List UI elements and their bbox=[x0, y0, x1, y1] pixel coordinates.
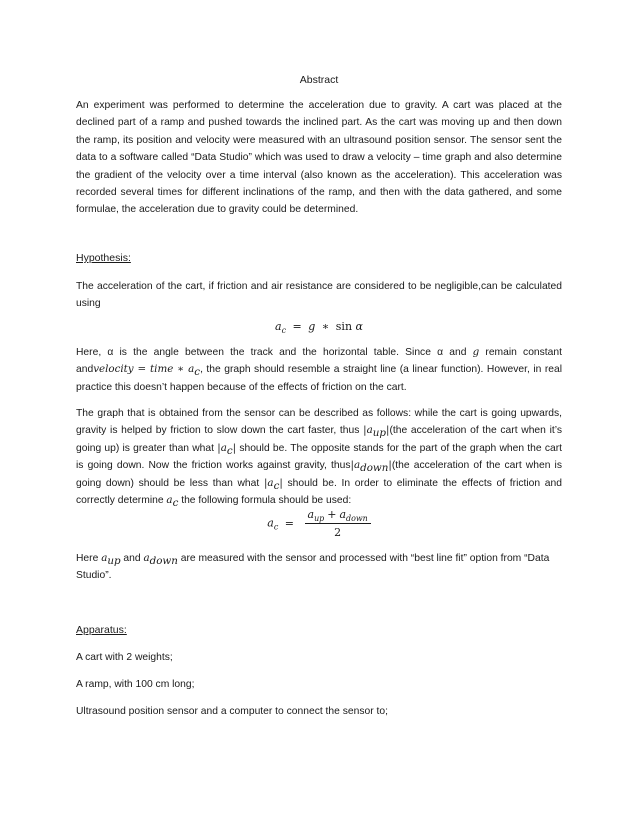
p3-a-c-1-sub: c bbox=[226, 444, 233, 457]
eq2-numerator bbox=[305, 508, 371, 524]
p3-a-c-3: a bbox=[166, 494, 173, 507]
p3-abs-open-2: | bbox=[217, 441, 221, 454]
eq2-a-down-sub: down bbox=[346, 514, 368, 524]
p2-velocity: velocity bbox=[93, 363, 134, 376]
hypothesis-paragraph-3 bbox=[76, 405, 562, 509]
hypothesis-intro-text: The acceleration of the cart, if friction and air resistance are considered to be negligible,can be calculated using bbox=[76, 281, 562, 310]
eq2-denominator: 2 bbox=[334, 526, 342, 539]
apparatus-heading: Apparatus: bbox=[76, 624, 127, 636]
abstract-title: Abstract bbox=[299, 74, 339, 86]
hypothesis-paragraph-2 bbox=[76, 344, 562, 396]
p2-text-1: Here, α is the angle between the track and the horizontal table. Since α and bbox=[76, 347, 473, 358]
hypothesis-section bbox=[76, 252, 562, 264]
p3-text-4: (the acceleration of the cart when is going down) should be less than what bbox=[76, 460, 562, 489]
equation-ac-g-sin bbox=[76, 320, 562, 336]
eq2-fraction bbox=[305, 508, 371, 539]
p4-a-down: a bbox=[143, 552, 150, 564]
p4-a-up: a bbox=[101, 552, 108, 564]
eq2-a-down: a bbox=[339, 508, 347, 521]
p2-g: g bbox=[472, 346, 480, 358]
apparatus-item-sensor: Ultrasound position sensor and a computer to connect the sensor to; bbox=[76, 706, 388, 717]
eq1-times: ∗ bbox=[321, 320, 330, 333]
p3-a-down: a bbox=[353, 459, 361, 472]
apparatus-item-ramp: A ramp, with 100 cm long; bbox=[76, 679, 195, 690]
p3-abs-close-2: | bbox=[232, 441, 237, 454]
p3-a-c-3-sub: c bbox=[172, 497, 179, 510]
eq1-a: a bbox=[275, 320, 282, 333]
p4-a-up-sub: up bbox=[107, 555, 121, 568]
apparatus-item-cart: A cart with 2 weights; bbox=[76, 652, 173, 663]
p3-abs-close-1: | bbox=[385, 424, 390, 437]
p4-text-1: Here bbox=[76, 553, 102, 564]
p3-a-down-sub: down bbox=[360, 462, 389, 475]
p4-text-3: are measured with the sensor and processed with “best line fit” option from “Data Studio”. bbox=[76, 553, 550, 582]
eq1-sin: sin bbox=[335, 320, 353, 333]
p2-a: a bbox=[188, 363, 195, 376]
p4-a-down-sub: down bbox=[149, 555, 178, 568]
p3-a-c-2-sub: c bbox=[273, 479, 280, 492]
p3-text-3: should be. The opposite stands for the part of the graph when the cart is going down. Now the friction works against gravity, thus bbox=[76, 442, 562, 472]
apparatus-section bbox=[76, 624, 562, 636]
hypothesis-paragraph-1 bbox=[76, 278, 562, 313]
hypothesis-paragraph-4-text bbox=[76, 550, 562, 585]
abstract-paragraph: An experiment was performed to determine the acceleration due to gravity. A cart was placed at the declined part of a ramp and pushed towards the inclined part. As the cart was moving up and then down the ramp, its position and velocity were measured with an ultrasound position sensor. The sensor sent the data to a software called “Data Studio” which was used to draw a velocity – time graph and also determine the gradient of the velocity over a time interval (also known as the acceleration). This acceleration was recorded several times for different inclinations of the ramp, and then with the data gathered, and some formulae, the acceleration due to gravity could be determined. bbox=[76, 100, 562, 216]
p3-a-up-sub: up bbox=[372, 427, 386, 440]
eq2-equals: = bbox=[284, 516, 295, 530]
p3-abs-close-3: | bbox=[388, 459, 392, 472]
p3-abs-open-1: | bbox=[363, 424, 367, 437]
p3-text-2: (the acceleration of the cart when it’s going up) is greater than what bbox=[76, 425, 562, 454]
p3-a-up: a bbox=[366, 424, 373, 437]
apparatus-item bbox=[76, 703, 562, 720]
eq2-a-up-sub: up bbox=[314, 514, 325, 524]
p3-a-c-2: a bbox=[267, 476, 274, 489]
p2-equals: = bbox=[133, 363, 151, 376]
p3-abs-open-3: | bbox=[350, 459, 354, 472]
apparatus-item bbox=[76, 649, 562, 666]
p3-text-5: should be. In order to eliminate the effects of friction and correctly determine bbox=[76, 477, 562, 507]
eq1-equals: = bbox=[292, 320, 302, 333]
p3-a-c-1: a bbox=[220, 441, 227, 454]
hypothesis-heading: Hypothesis: bbox=[76, 252, 131, 264]
abstract-section bbox=[76, 97, 562, 219]
hypothesis-paragraph-4 bbox=[76, 550, 562, 585]
p2-text-2: remain constant and bbox=[76, 347, 562, 376]
hypothesis-paragraph-2-text bbox=[76, 344, 562, 396]
apparatus-item bbox=[76, 676, 562, 693]
p2-time: time bbox=[150, 363, 174, 376]
eq2-a: a bbox=[267, 516, 274, 530]
eq1-g: g bbox=[308, 320, 316, 333]
eq2-a-sub: c bbox=[273, 522, 279, 532]
p2-times: ∗ bbox=[173, 363, 189, 376]
p2-text-3: , the graph should resemble a straight line (a linear function). However, in real practice this doesn’t happen because of the effects of friction on the cart. bbox=[76, 364, 562, 393]
eq1-a-sub: c bbox=[281, 326, 287, 336]
eq1-alpha: α bbox=[355, 320, 363, 333]
hypothesis-paragraph-3-text bbox=[76, 405, 562, 509]
eq2-plus: + bbox=[327, 508, 337, 521]
p2-a-sub: c bbox=[194, 366, 201, 379]
p3-text-1: The graph that is obtained from the sensor can be described as follows: while the cart is going upwards, gravity is helped by friction to slow down the cart faster, thus bbox=[76, 408, 562, 437]
equation-ac-average bbox=[76, 508, 562, 539]
p3-abs-close-4: | bbox=[279, 476, 283, 489]
p3-text-6: the following formula should be used: bbox=[178, 495, 352, 507]
p4-text-2: and bbox=[120, 553, 144, 564]
p3-abs-open-4: | bbox=[263, 476, 268, 489]
eq2-a-up: a bbox=[307, 508, 315, 521]
